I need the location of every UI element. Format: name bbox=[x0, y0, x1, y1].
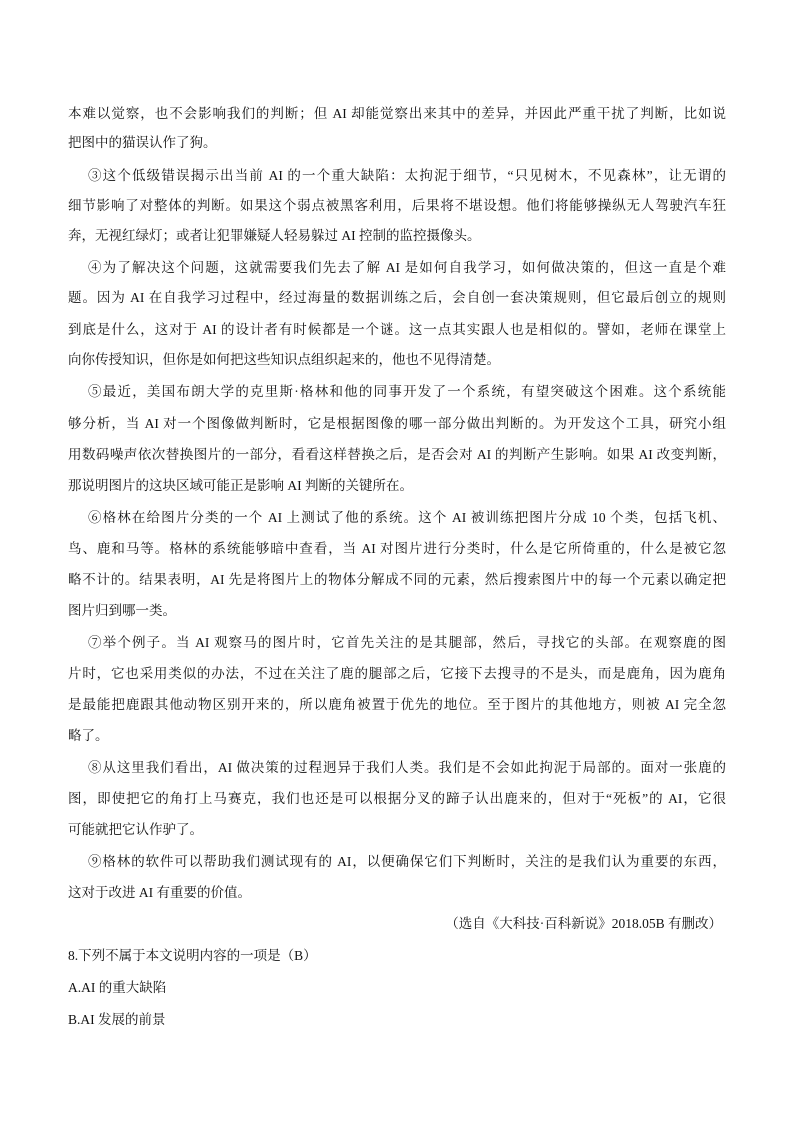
paragraph-line: 是最能把鹿跟其他动物区别开来的，所以鹿角被置于优先的地位。至于图片的其他地方，则被 AI 完全忽 bbox=[68, 697, 726, 712]
paragraph-line: 把图中的猫误认作了狗。 bbox=[68, 135, 217, 150]
paragraph-5-start: ⑤最近，美国布朗大学的克里斯·格林和他的同事开发了一个系统，有望突破这个困难。这个系统能 bbox=[88, 384, 726, 399]
paragraph-line: 片时，它也采用类似的办法，不过在关注了鹿的腿部之后，它接下去搜寻的不是头，而是鹿角，因为鹿角 bbox=[68, 666, 726, 681]
paragraph-line: 图片归到哪一类。 bbox=[68, 603, 176, 618]
paragraph-9-start: ⑨格林的软件可以帮助我们测试现有的 AI，以便确保它们下判断时，关注的是我们认为重要的东西， bbox=[88, 854, 726, 869]
paragraph-8-start: ⑧从这里我们看出，AI 做决策的过程迥异于我们人类。我们是不会如此拘泥于局部的。面对一张鹿的 bbox=[88, 760, 726, 775]
paragraph-line: 图，即使把它的角打上马赛克，我们也还是可以根据分叉的蹄子认出鹿来的，但对于“死板”的 AI，它很 bbox=[68, 791, 726, 806]
paragraph-7-start: ⑦举个例子。当 AI 观察马的图片时，它首先关注的是其腿部，然后，寻找它的头部。在观察鹿的图 bbox=[88, 635, 726, 650]
paragraph-line: 题。因为 AI 在自我学习过程中，经过海量的数据训练之后，会自创一套决策规则，但它最后创立的规则 bbox=[68, 290, 726, 305]
paragraph-3-start: ③这个低级错误揭示出当前 AI 的一个重大缺陷：太拘泥于细节，“只见树木，不见森林”，让无谓的 bbox=[88, 168, 726, 183]
source-citation: （选自《大科技·百科新说》2018.05B 有删改） bbox=[445, 916, 722, 931]
paragraph-line: 本难以觉察，也不会影响我们的判断；但 AI 却能觉察出来其中的差异，并因此严重干扰了判断，比如说 bbox=[68, 106, 726, 121]
paragraph-line: 奔，无视红绿灯；或者让犯罪嫌疑人轻易躲过 AI 控制的监控摄像头。 bbox=[68, 228, 481, 243]
paragraph-line: 到底是什么，这对于 AI 的设计者有时候都是一个谜。这一点其实跟人也是相似的。譬如，老师在课堂上 bbox=[68, 322, 726, 337]
paragraph-line: 略不计的。结果表明，AI 先是将图片上的物体分解成不同的元素，然后搜索图片中的每一个元素以确定把 bbox=[68, 572, 726, 587]
paragraph-line: 这对于改进 AI 有重要的价值。 bbox=[68, 885, 251, 900]
paragraph-line: 那说明图片的这块区域可能正是影响 AI 判断的关键所在。 bbox=[68, 478, 413, 493]
paragraph-6-start: ⑥格林在给图片分类的一个 AI 上测试了他的系统。这个 AI 被训练把图片分成 10 个类，包括飞机、 bbox=[88, 510, 726, 525]
paragraph-line: 略了。 bbox=[68, 728, 109, 743]
question-stem: 8.下列不属于本文说明内容的一项是（B） bbox=[68, 948, 317, 963]
option-a: A.AI 的重大缺陷 bbox=[68, 980, 167, 995]
paragraph-line: 可能就把它认作驴了。 bbox=[68, 822, 203, 837]
paragraph-line: 向你传授知识，但你是如何把这些知识点组织起来的，他也不见得清楚。 bbox=[68, 352, 500, 367]
paragraph-line: 细节影响了对整体的判断。如果这个弱点被黑客利用，后果将不堪设想。他们将能够操纵无人驾驶汽车狂 bbox=[68, 198, 726, 213]
paragraph-line: 鸟、鹿和马等。格林的系统能够暗中查看，当 AI 对图片进行分类时，什么是它所倚重的，什么是被它忽 bbox=[68, 541, 726, 556]
paragraph-line: 够分析，当 AI 对一个图像做判断时，它是根据图像的哪一部分做出判断的。为开发这个工具，研究小组 bbox=[68, 416, 726, 431]
paragraph-4-start: ④为了解决这个问题，这就需要我们先去了解 AI 是如何自我学习，如何做决策的，但这一直是个难 bbox=[88, 260, 726, 275]
option-b: B.AI 发展的前景 bbox=[68, 1012, 166, 1027]
paragraph-line: 用数码噪声依次替换图片的一部分，看看这样替换之后，是否会对 AI 的判断产生影响。如果 AI 改变判断， bbox=[68, 447, 726, 462]
